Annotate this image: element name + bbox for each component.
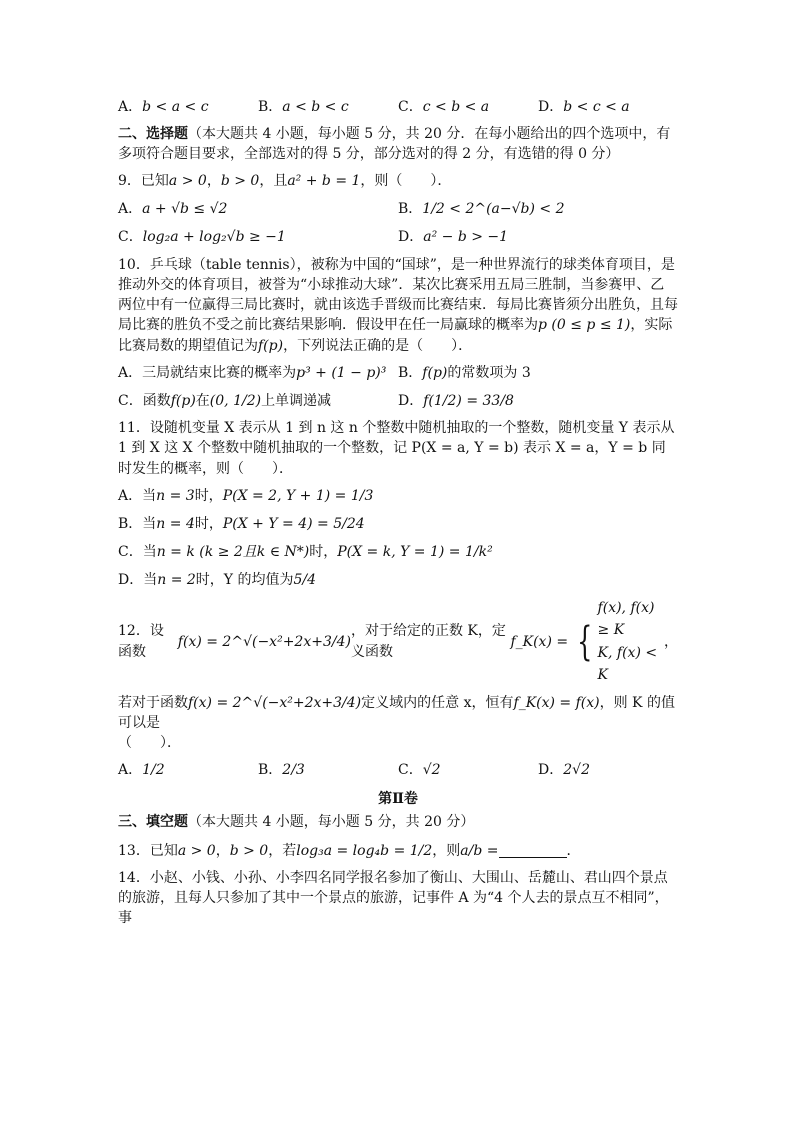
section2-desc: （本大题共 4 小题，每小题 5 分，共 20 分．在每小题给出的四个选项中，有多项符合题目要求，全部选对的得 5 分，部分选对的得 2 分，有选错的得 0 分） <box>118 126 671 163</box>
q12-option-c[interactable]: C．√2 <box>398 762 441 779</box>
q12-piecewise: { f(x), f(x) ≥ K K, f(x) < K <box>577 599 658 684</box>
section2-header <box>118 124 678 165</box>
q12-stem-line2: 若对于函数f(x) = 2^√(−x²+2x+3/4)定义域内的任意 x，恒有f_K(x) = f(x)，则 K 的值可以是 （ ）． <box>118 694 675 752</box>
part2-title: 第Ⅱ卷 <box>378 791 418 808</box>
left-brace-icon: { <box>577 618 593 665</box>
q11-option-c[interactable]: C．当 n = k (k ≥ 2且k ∈ N*) 时， P(X = k, Y = 1) = 1/k² <box>118 543 493 560</box>
q12-options <box>118 759 678 781</box>
q9-option-c[interactable]: C． log₂a + log₂√b ≥ −1 <box>118 229 286 246</box>
q10-stem: 10．乒乓球（table tennis），被称为中国的“国球”，是一种世界流行的球类体育项目，是推动外交的体育项目，被誉为“小球推动大球”．某次比赛采用五局三胜制，当参赛甲、乙两位中有一位赢得三局比赛时，就由该选手晋级而比赛结束．每局比赛皆须分出胜负，且每局比赛的胜负不受之前比赛结果影响．假设甲在任一局赢球的概率为p (0 ≤ p ≤ 1)，实际比赛局数的期望值记为f(p)，下列说法正确的是（ ）． <box>118 256 678 354</box>
section3-header <box>118 812 678 834</box>
prev-option-c[interactable]: C．c < b < a <box>398 98 490 115</box>
prev-option-d[interactable]: D．b < c < a <box>538 98 630 115</box>
q9-stem: 9．已知 a > 0 ， b > 0 ， 且 a² + b = 1 ，则（ ）． <box>118 173 452 190</box>
prev-options <box>118 96 678 118</box>
q9-option-b[interactable]: B． 1/2 < 2^(a−√b) < 2 <box>398 201 565 218</box>
q10-option-c[interactable]: C．函数 f(p) 在 (0, 1/2) 上单调递减 <box>118 392 332 409</box>
q13-answer-blank[interactable] <box>499 843 567 858</box>
q12-option-d[interactable]: D．2√2 <box>538 762 590 779</box>
prev-option-a[interactable]: A．b < a < c <box>118 98 209 115</box>
q11-stem: 11．设随机变量 X 表示从 1 到 n 这 n 个整数中随机抽取的一个整数，随机变量 Y 表示从 1 到 X 这 X 个整数中随机抽取的一个整数，记 P(X = a, Y = b) 表示 X = a，Y = b 同时发生的概率，则（ ）． <box>118 420 675 477</box>
q12-stem-line1: 12．设函数 f(x) = 2^√(−x²+2x+3/4) ，对于给定的正数 K，定义函数 f_K(x) = { f(x), f(x) ≥ K K, f(x) < K ， <box>118 597 678 687</box>
prev-option-b[interactable]: B．a < b < c <box>258 98 349 115</box>
q13-stem: 13．已知 a > 0 ， b > 0 ，若 log₃a = log₄b = 1/2 ，则 a/b = ． <box>118 842 581 859</box>
q12-option-b[interactable]: B．2/3 <box>258 762 305 779</box>
q10-options-ab <box>118 362 678 384</box>
q11-option-b[interactable]: B．当 n = 4 时， P(X + Y = 4) = 5/24 <box>118 515 365 532</box>
q10-option-d[interactable]: D． f(1/2) = 33/8 <box>398 392 514 409</box>
q9-option-a[interactable]: A． a + √b ≤ √2 <box>118 201 228 218</box>
q10-option-b[interactable]: B． f(p) 的常数项为 3 <box>398 364 531 381</box>
section3-desc: （本大题共 4 小题，每小题 5 分，共 20 分） <box>188 813 475 830</box>
exam-page <box>118 96 678 935</box>
q10-option-a[interactable]: A．三局就结束比赛的概率为 p³ + (1 − p)³ <box>118 364 387 381</box>
section2-heading: 二、选择题 <box>118 126 188 142</box>
q14-stem: 14．小赵、小钱、小孙、小李四名同学报名参加了衡山、大围山、岳麓山、君山四个景点的旅游，且每人只参加了其中一个景点的旅游，记事件 A 为“4 个人去的景点互不相同”，事 <box>118 869 669 927</box>
q9-options-ab <box>118 199 678 221</box>
q12-option-a[interactable]: A．1/2 <box>118 762 165 779</box>
q11-option-d[interactable]: D．当 n = 2 时，Y 的均值为 5/4 <box>118 571 317 588</box>
q10-options-cd <box>118 390 678 412</box>
q9-options-cd <box>118 227 678 249</box>
q9-option-d[interactable]: D． a² − b > −1 <box>398 229 509 246</box>
section3-heading: 三、填空题 <box>118 813 188 830</box>
q11-option-a[interactable]: A．当 n = 3 时， P(X = 2, Y + 1) = 1/3 <box>118 487 374 504</box>
